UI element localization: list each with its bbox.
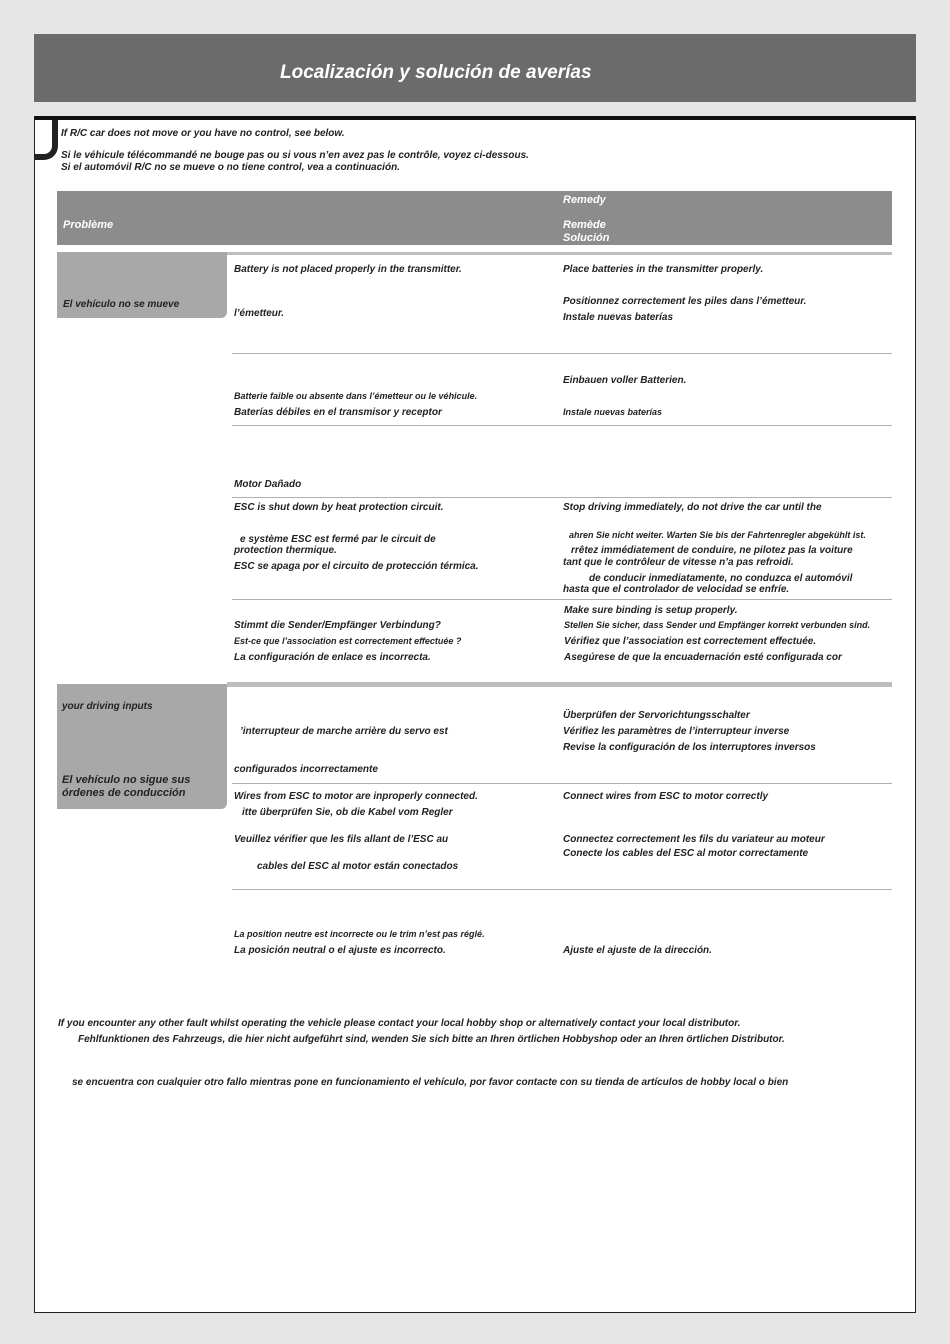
page-title: Localización y solución de averías [280,62,592,83]
s1r4-remedy-5: hasta que el controlador de velocidad se enfríe. [563,584,790,595]
footer-es: se encuentra con cualquier otro fallo mientras pone en funcionamiento el vehículo, por favor contacte con su tienda de artículos de hobby local o bien [72,1077,789,1088]
intro-es: Si el automóvil R/C no se mueve o no tiene control, vea a continuación. [61,162,400,173]
s1r5-remedy-0: Make sure binding is setup properly. [564,605,738,616]
intro-fr: Si le véhicule télécommandé ne bouge pas ou si vous n’en avez pas le contrôle, voyez ci-dessous. [61,150,529,161]
title-banner [34,34,916,102]
s1r4-remedy-4: de conducir inmediatamente, no conduzca el automóvil [589,573,853,584]
s2r1-remedy-1: Vérifiez les paramètres de l’interrupteur inverse [563,726,790,737]
s2r3-cause-1: La posición neutral o el ajuste es incorrecto. [234,945,446,956]
row-divider [232,783,892,784]
s1r1-remedy-0: Place batteries in the transmitter properly. [563,264,764,275]
s1r2-cause-0: Batterie faible ou absente dans l’émetteur ou le véhicule. [234,391,478,401]
s1r5-remedy-3: Asegúrese de que la encuadernación esté configurada cor [564,652,842,663]
s2r2-remedy-1: Connectez correctement les fils du variateur au moteur [563,834,825,845]
s1r1-remedy-1: Positionnez correctement les piles dans l’émetteur. [563,296,807,307]
row-divider [232,353,892,354]
problem-1-es: El vehículo no se mueve [63,299,180,310]
s2r1-remedy-0: Überprüfen der Servorichtungsschalter [563,710,750,721]
s1r1-cause-0: Battery is not placed properly in the transmitter. [234,264,462,275]
footer-de: Fehlfunktionen des Fahrzeugs, die hier nicht aufgeführt sind, wenden Sie sich bitte an Ihren örtlichen Hobbyshop oder an Ihren örtlichen Distributor. [78,1034,785,1045]
s2r1-remedy-2: Revise la configuración de los interruptores inversos [563,742,816,753]
section-divider [227,682,892,687]
s1r5-cause-2: La configuración de enlace es incorrecta. [234,652,431,663]
s1r4-cause-1: e système ESC est fermé par le circuit de [240,534,436,545]
s1r1-cause-1: l’émetteur. [234,308,285,319]
row-divider [232,889,892,890]
s1r4-remedy-2: rrêtez immédiatement de conduire, ne pilotez pas la voiture [571,545,853,556]
s1r4-remedy-0: Stop driving immediately, do not drive the car until the [563,502,822,513]
corner-hook-icon [34,120,58,160]
row-divider [232,425,892,426]
s1r5-cause-0: Stimmt die Sender/Empfänger Verbindung? [234,620,441,631]
s1r2-cause-1: Baterías débiles en el transmisor y receptor [234,407,442,418]
s1r1-remedy-2: Instale nuevas baterías [563,312,674,323]
s1r4-cause-2: protection thermique. [234,545,337,556]
header-probleme: Problème [63,219,114,231]
s2r2-remedy-2: Conecte los cables del ESC al motor correctamente [563,848,809,859]
problem-2-en: your driving inputs [62,701,153,712]
header-solucion: Solución [563,232,610,244]
s1r2-remedy-1: Instale nuevas baterías [563,407,663,417]
row-divider [232,497,892,498]
s2r2-remedy-0: Connect wires from ESC to motor correctly [563,791,769,802]
row-divider [232,599,892,600]
s2r3-cause-0: La position neutre est incorrecte ou le trim n’est pas réglé. [234,929,485,939]
intro-en: If R/C car does not move or you have no control, see below. [61,128,345,139]
table-header [57,191,892,245]
s1r5-remedy-2: Vérifiez que l’association est correctement effectuée. [564,636,817,647]
s1r4-remedy-3: tant que le contrôleur de vitesse n’a pas refroidi. [563,557,794,568]
s2r3-remedy-0: Ajuste el ajuste de la dirección. [563,945,712,956]
s2r2-cause-3: cables del ESC al motor están conectados [257,861,459,872]
header-remede: Remède [563,219,606,231]
problem-2-es-1: órdenes de conducción [62,787,186,799]
problem-2-es-0: El vehículo no sigue sus [62,774,191,786]
s2r2-cause-0: Wires from ESC to motor are inproperly connected. [234,791,478,802]
s1r4-cause-3: ESC se apaga por el circuito de protección térmica. [234,561,479,572]
footer-en: If you encounter any other fault whilst operating the vehicle please contact your local hobby shop or alternatively contact your local distributor. [58,1018,741,1029]
s1r4-cause-0: ESC is shut down by heat protection circuit. [234,502,444,513]
s1r3-cause-0: Motor Dañado [234,479,302,490]
s1r4-remedy-1: ahren Sie nicht weiter. Warten Sie bis der Fahrtenregler abgekühlt ist. [569,530,866,540]
s1r5-remedy-1: Stellen Sie sicher, dass Sender und Empfänger korrekt verbunden sind. [564,620,871,630]
s2r1-cause-1: configurados incorrectamente [234,764,378,775]
header-remedy: Remedy [563,194,606,206]
s1r5-cause-1: Est-ce que l’association est correctement effectuée ? [234,636,462,646]
s1r2-remedy-0: Einbauen voller Batterien. [563,375,687,386]
s2r2-cause-2: Veuillez vérifier que les fils allant de l’ESC au [234,834,449,845]
s2r2-cause-1: itte überprüfen Sie, ob die Kabel vom Regler [242,807,453,818]
s2r1-cause-0: ’interrupteur de marche arrière du servo est [240,726,448,737]
